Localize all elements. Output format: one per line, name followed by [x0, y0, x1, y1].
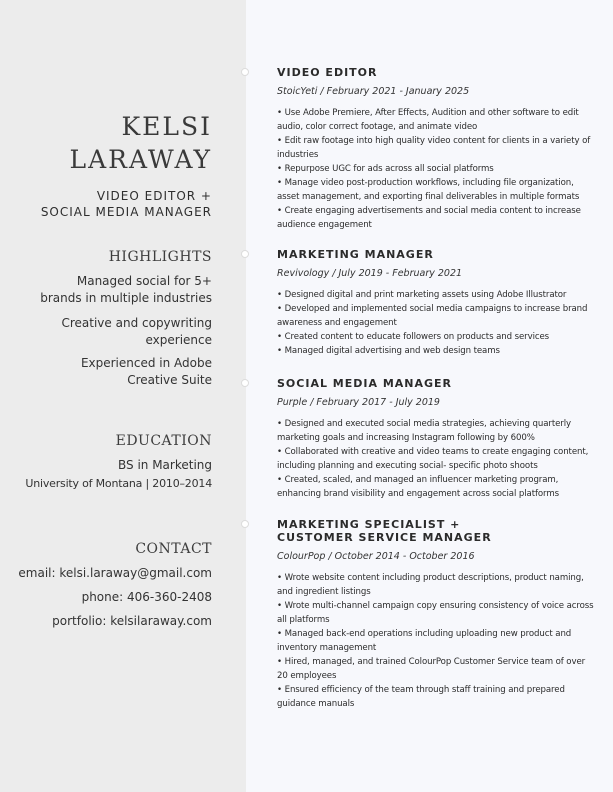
job-bullet: • Managed back-end operations including uploading new product and inventory management	[277, 627, 597, 655]
education-heading: EDUCATION	[115, 433, 212, 449]
highlight-line: Experienced in Adobe	[80, 356, 212, 370]
job-bullet: • Designed and executed social media strategies, achieving quarterly marketing goals and increasing Instagram following by 600%	[277, 417, 597, 445]
candidate-name	[69, 110, 212, 176]
highlight-item	[81, 355, 212, 389]
highlight-line: Managed social for 5+	[76, 274, 212, 288]
job-company-dates: ColourPop / October 2014 - October 2016	[277, 551, 475, 562]
timeline-dot	[241, 520, 249, 528]
timeline-dot	[241, 250, 249, 258]
contact-portfolio[interactable]: portfolio: kelsilaraway.com	[52, 614, 212, 628]
job-entry	[277, 377, 597, 501]
job-bullets	[277, 571, 597, 711]
highlight-line: Creative Suite	[127, 373, 212, 387]
job-bullet: • Created content to educate followers on products and services	[277, 330, 597, 344]
job-bullet: • Ensured efficiency of the team through staff training and prepared guidance manuals	[277, 683, 597, 711]
job-title: SOCIAL MEDIA MANAGER	[277, 377, 453, 390]
highlight-line: experience	[145, 333, 212, 347]
role-line-1: VIDEO EDITOR +	[96, 189, 212, 203]
job-bullet: • Created, scaled, and managed an influencer marketing program, enhancing brand visibility and engagement across social platforms	[277, 473, 597, 501]
highlight-item	[40, 273, 212, 307]
job-bullet: • Developed and implemented social media campaigns to increase brand awareness and engagement	[277, 302, 597, 330]
contact-phone[interactable]: phone: 406-360-2408	[81, 590, 212, 604]
job-bullets	[277, 106, 597, 232]
highlight-item	[61, 315, 212, 349]
job-company-dates: StoicYeti / February 2021 - January 2025	[277, 86, 470, 97]
job-bullets	[277, 288, 597, 358]
job-entry	[277, 66, 597, 232]
job-bullet: • Create engaging advertisements and social media content to increase audience engagement	[277, 204, 597, 232]
education-school: University of Montana | 2010–2014	[25, 477, 212, 490]
highlights-heading: HIGHLIGHTS	[108, 249, 212, 265]
job-bullet: • Wrote website content including product descriptions, product naming, and ingredient listings	[277, 571, 597, 599]
education-degree: BS in Marketing	[117, 458, 212, 472]
role-line-2: SOCIAL MEDIA MANAGER	[40, 205, 212, 219]
contact-heading: CONTACT	[135, 541, 212, 557]
last-name: LARAWAY	[69, 145, 212, 174]
job-title-line-1: MARKETING SPECIALIST +	[277, 518, 461, 531]
job-bullet: • Repurpose UGC for ads across all social platforms	[277, 162, 597, 176]
job-bullet: • Collaborated with creative and video teams to create engaging content, including planning and executing social- specific photo shoots	[277, 445, 597, 473]
job-title: MARKETING MANAGER	[277, 248, 434, 261]
timeline-dot	[241, 68, 249, 76]
job-entry	[277, 248, 597, 358]
timeline-dot	[241, 379, 249, 387]
job-bullet: • Manage video post-production workflows, including file organization, asset management, and exporting final deliverables in multiple formats	[277, 176, 597, 204]
job-bullet: • Edit raw footage into high quality video content for clients in a variety of industries	[277, 134, 597, 162]
job-title: VIDEO EDITOR	[277, 66, 378, 79]
highlight-line: brands in multiple industries	[40, 291, 212, 305]
job-bullets	[277, 417, 597, 501]
first-name: KELSI	[121, 112, 212, 141]
job-company-dates: Revivology / July 2019 - February 2021	[277, 268, 463, 279]
job-bullet: • Designed digital and print marketing assets using Adobe Illustrator	[277, 288, 597, 302]
job-bullet: • Hired, managed, and trained ColourPop Customer Service team of over 20 employees	[277, 655, 597, 683]
job-entry	[277, 518, 597, 711]
job-company-dates: Purple / February 2017 - July 2019	[277, 397, 440, 408]
highlight-line: Creative and copywriting	[61, 316, 212, 330]
job-title-line-2: CUSTOMER SERVICE MANAGER	[277, 531, 492, 544]
job-bullet: • Managed digital advertising and web design teams	[277, 344, 597, 358]
contact-email[interactable]: email: kelsi.laraway@gmail.com	[18, 566, 212, 580]
job-bullet: • Wrote multi-channel campaign copy ensuring consistency of voice across all platforms	[277, 599, 597, 627]
job-bullet: • Use Adobe Premiere, After Effects, Audition and other software to edit audio, color correct footage, and animate video	[277, 106, 597, 134]
job-role	[41, 188, 212, 220]
